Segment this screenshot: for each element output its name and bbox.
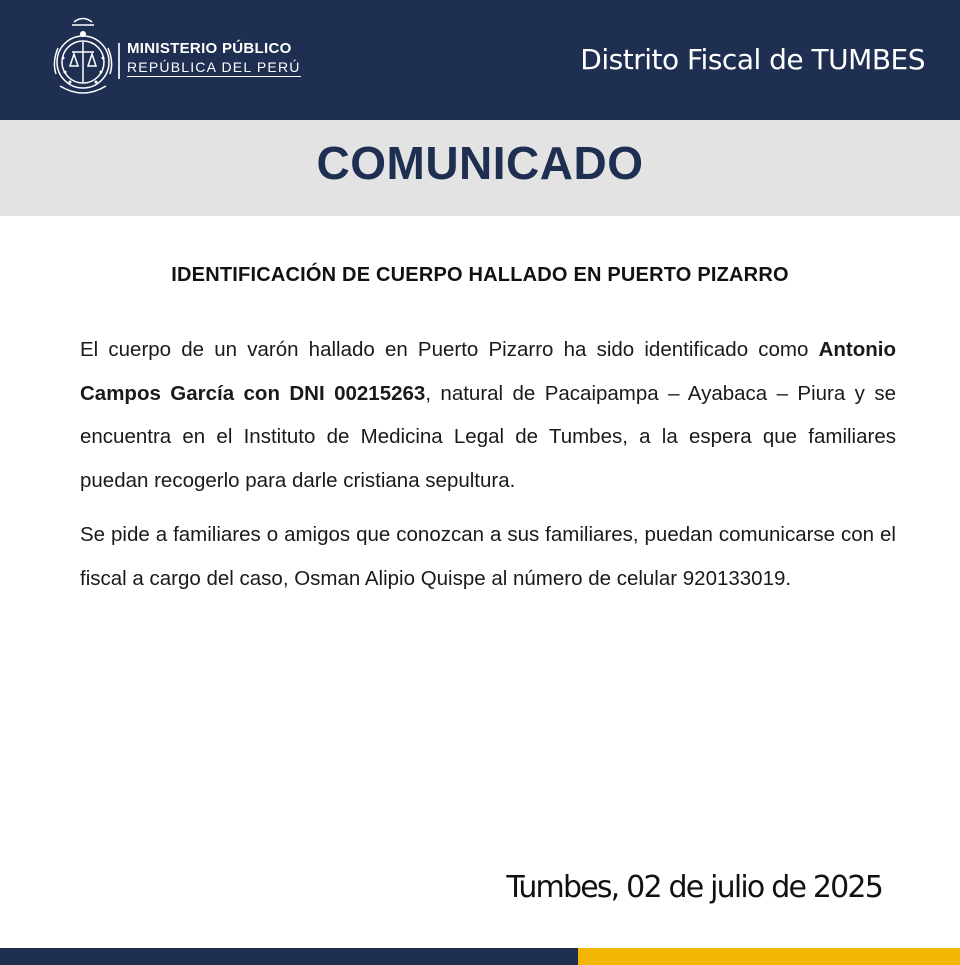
org-name: MINISTERIO PÚBLICO [127,40,292,57]
footer-bar-navy [0,948,578,965]
footer-bar-gold [578,948,960,965]
paragraph-1 [80,328,896,502]
wordmark-divider [118,43,120,79]
date-signature: Tumbes, 02 de julio de 2025 [506,870,882,905]
paragraph-1-rest: , natural de Pacaipampa – Ayabaca – Piura y se encuentra en el Instituto de Medicina Legal de Tumbes, a la espera que familiares puedan recogerlo para darle cristiana sepultura. [80,381,896,492]
paragraph-1-intro: El cuerpo de un varón hallado en Puerto Pizarro ha sido identificado como [80,338,819,361]
coat-of-arms-seal-icon [50,14,116,100]
banner-title: COMUNICADO [316,137,644,189]
document-body [80,328,896,611]
district-title: Distrito Fiscal de TUMBES [580,43,925,76]
subject-heading: IDENTIFICACIÓN DE CUERPO HALLADO EN PUERTO PIZARRO [171,264,789,286]
paragraph-2: Se pide a familiares o amigos que conozcan a sus familiares, puedan comunicarse con el fiscal a cargo del caso, Osman Alipio Quispe al número de celular 920133019. [80,523,896,590]
header-bar [0,0,960,120]
paragraph-1-name-dni: Antonio Campos García con DNI 00215263 [80,338,896,405]
org-subtitle: REPÚBLICA DEL PERÚ [127,59,301,75]
